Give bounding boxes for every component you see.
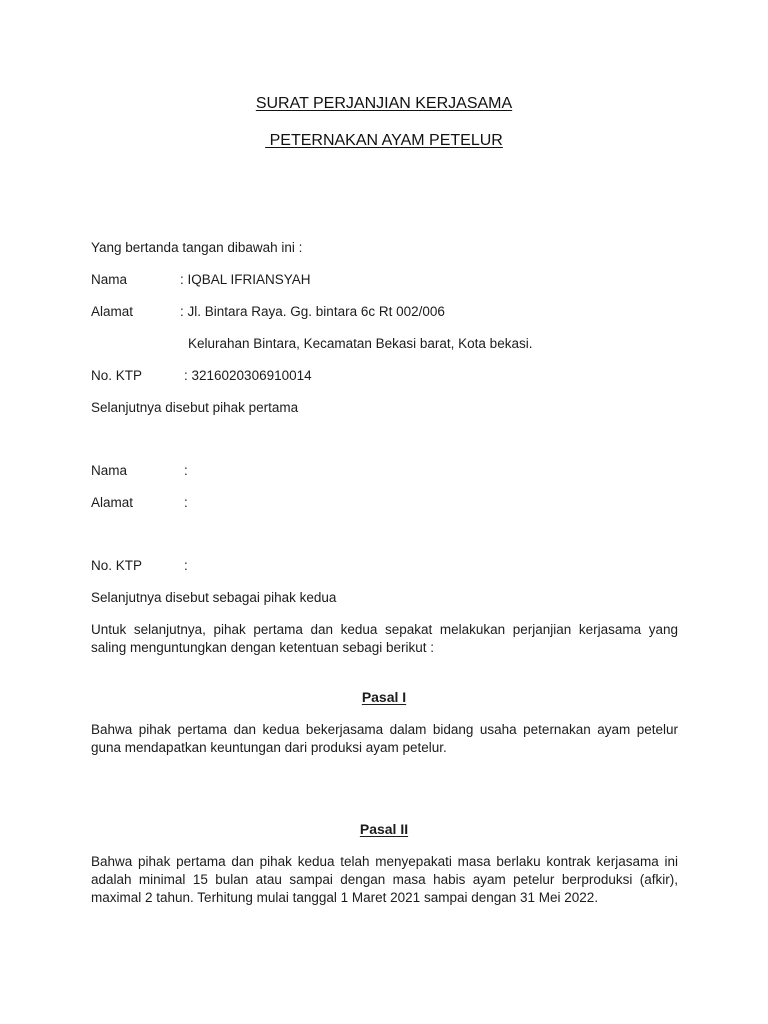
party2-alamat-label: Alamat bbox=[91, 495, 134, 510]
pasal2-heading: Pasal II bbox=[359, 821, 409, 837]
document-title-line2: PETERNAKAN AYAM PETELUR bbox=[265, 132, 503, 149]
party1-ktp-label: No. KTP bbox=[91, 368, 143, 383]
party1-nama-label: Nama bbox=[91, 272, 128, 287]
party2-nama-label: Nama bbox=[91, 463, 128, 478]
party2-alamat-value: : bbox=[184, 495, 188, 510]
agreement-intro-paragraph: Untuk selanjutnya, pihak pertama dan kedua sepakat melakukan perjanjian kerjasama yang saling menguntungkan dengan ketentuan sebagi berikut : bbox=[91, 622, 678, 655]
party1-designation: Selanjutnya disebut pihak pertama bbox=[91, 400, 299, 415]
pasal1-heading: Pasal I bbox=[361, 689, 407, 705]
party1-alamat-label: Alamat bbox=[91, 304, 134, 319]
party1-ktp-value: : 3216020306910014 bbox=[184, 368, 312, 383]
party2-designation: Selanjutnya disebut sebagai pihak kedua bbox=[91, 590, 337, 605]
party1-nama-value: : IQBAL IFRIANSYAH bbox=[180, 272, 311, 287]
pasal1-paragraph: Bahwa pihak pertama dan kedua bekerjasama dalam bidang usaha peternakan ayam petelur guna mendapatkan keuntungan dari produksi ayam petelur. bbox=[91, 722, 678, 755]
party2-ktp-label: No. KTP bbox=[91, 558, 143, 573]
pasal2-paragraph: Bahwa pihak pertama dan pihak kedua telah menyepakati masa berlaku kontrak kerjasama ini adalah minimal 15 bulan atau sampai dengan masa habis ayam petelur berproduksi (afkir), maximal 2 tahun. Terhitung mulai tanggal 1 Maret 2021 sampai dengan 31 Mei 2022. bbox=[91, 854, 678, 905]
party2-ktp-value: : bbox=[184, 558, 188, 573]
party2-nama-value: : bbox=[184, 463, 188, 478]
document-title-line1: SURAT PERJANJIAN KERJASAMA bbox=[255, 95, 513, 112]
party1-alamat-value-line2: Kelurahan Bintara, Kecamatan Bekasi barat, Kota bekasi. bbox=[188, 336, 533, 351]
intro-text: Yang bertanda tangan dibawah ini : bbox=[91, 240, 303, 255]
party1-alamat-value: : Jl. Bintara Raya. Gg. bintara 6c Rt 002/006 bbox=[180, 304, 445, 319]
